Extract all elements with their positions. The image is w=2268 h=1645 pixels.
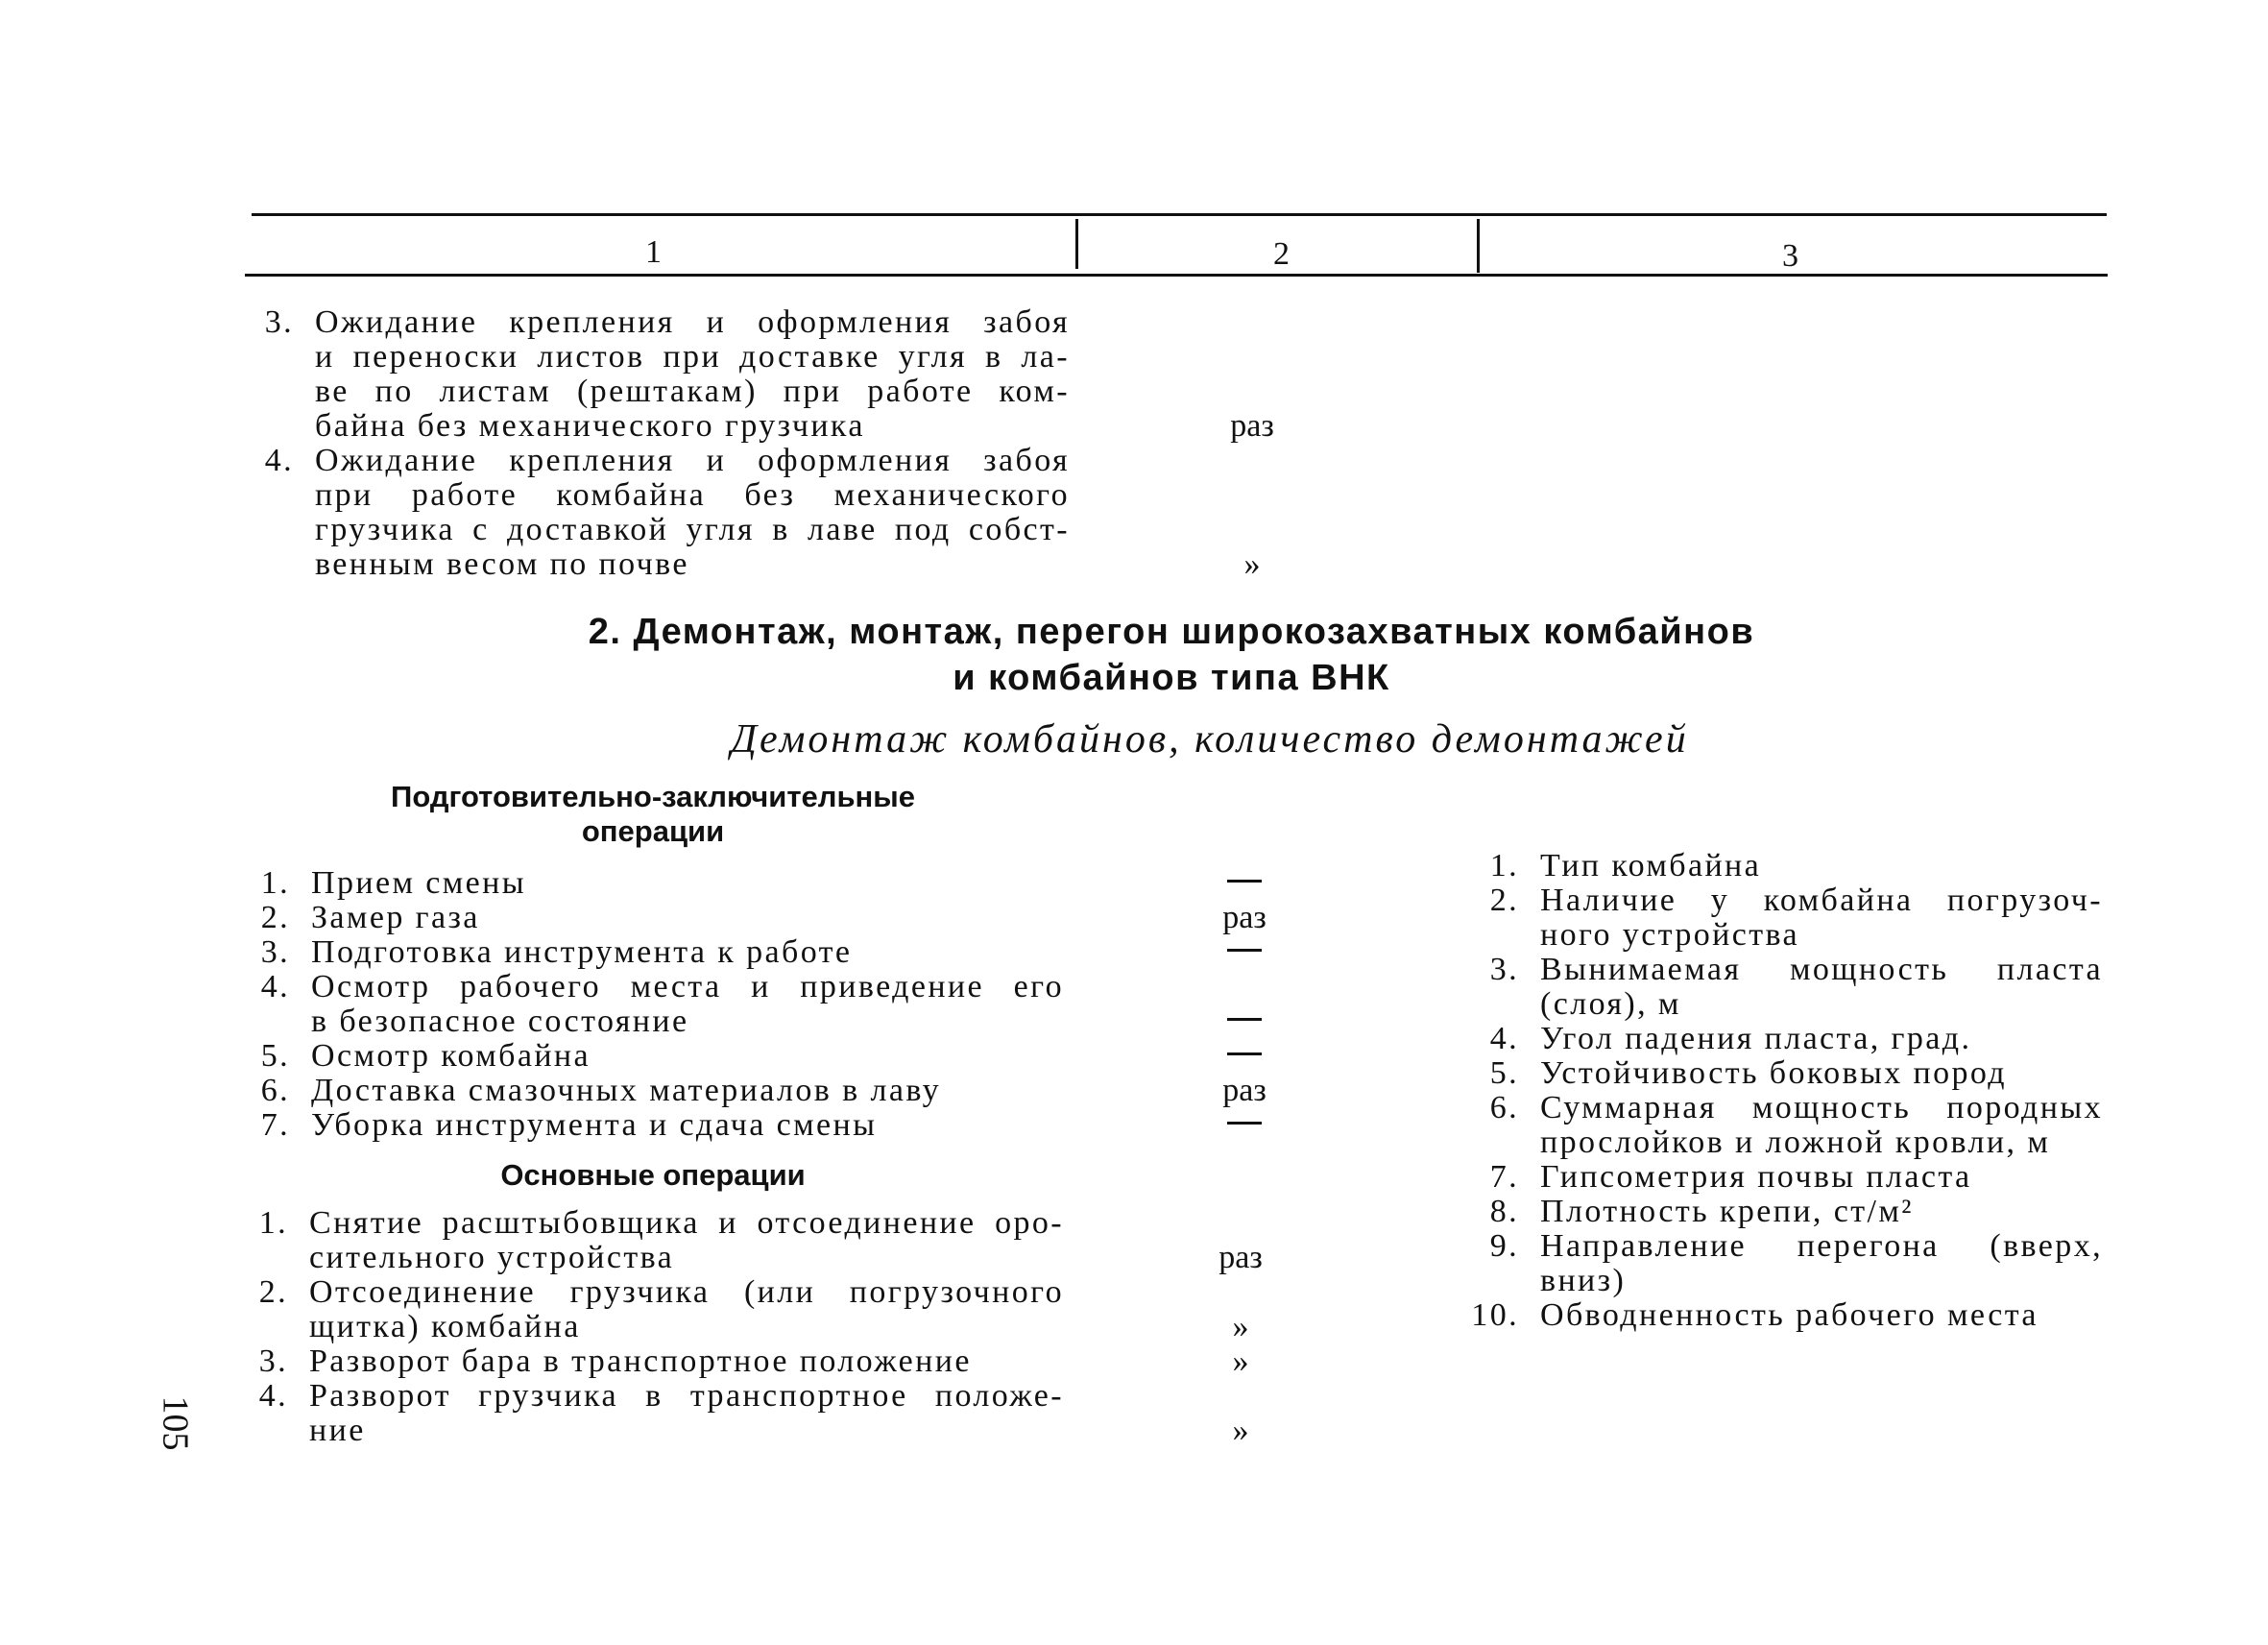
item-number: 4. bbox=[260, 969, 290, 1004]
item-text-line: Осмотр комбайна bbox=[311, 1038, 591, 1074]
item-number: 7. bbox=[260, 1107, 290, 1143]
unit-value: раз bbox=[1218, 1240, 1263, 1275]
top-item bbox=[244, 444, 1070, 582]
item-number: 9. bbox=[1489, 1228, 1519, 1264]
header-divider-2 bbox=[1477, 219, 1480, 273]
prep-op-item bbox=[240, 866, 1064, 901]
item-text-line: при работе комбайна без механического bbox=[315, 477, 1070, 513]
prep-op-item bbox=[240, 1074, 1064, 1108]
item-text-line: Плотность крепи, ст/м² bbox=[1540, 1194, 1914, 1229]
item-text-line: и переноски листов при доставке угля в ла- bbox=[315, 339, 1070, 375]
main-op-item bbox=[238, 1275, 1064, 1344]
item-number: 3. bbox=[1489, 952, 1519, 987]
prep-op-item bbox=[240, 970, 1064, 1039]
item-text-line: Гипсометрия почвы пласта bbox=[1540, 1159, 1972, 1195]
item-text-line: сительного устройства bbox=[309, 1240, 675, 1275]
item-text-line: Отсоединение грузчика (или погрузочного bbox=[309, 1274, 1064, 1310]
section-title-line1: 2. Демонтаж, монтаж, перегон широкозахватных комбайнов bbox=[588, 612, 1755, 652]
item-text-line: прослойков и ложной кровли, м bbox=[1540, 1125, 2051, 1160]
item-text-line: ние bbox=[309, 1413, 366, 1448]
top-rule bbox=[252, 213, 2107, 216]
item-text-line: Осмотр рабочего места и приведение его bbox=[311, 969, 1064, 1004]
item-number: 3. bbox=[264, 304, 294, 340]
item-number: 3. bbox=[260, 934, 290, 970]
item-number: 10. bbox=[1471, 1297, 1519, 1333]
top-item bbox=[244, 305, 1070, 444]
main-op-item bbox=[238, 1379, 1064, 1448]
factor-item bbox=[1460, 1229, 2103, 1298]
factor-item bbox=[1460, 1022, 2103, 1056]
unit-value: » bbox=[1243, 546, 1261, 582]
item-number: 1. bbox=[260, 865, 290, 901]
header-bottom-rule bbox=[245, 274, 2108, 277]
main-ops-heading: Основные операции bbox=[500, 1158, 806, 1192]
factor-item bbox=[1460, 953, 2103, 1022]
item-text-line: Снятие расштыбовщика и отсоединение оро- bbox=[309, 1205, 1064, 1241]
item-text-line: ве по листам (рештакам) при работе ком- bbox=[315, 374, 1070, 409]
prep-ops-heading-line1: Подготовительно-заключительные bbox=[391, 780, 915, 813]
item-text-line: щитка) комбайна bbox=[309, 1309, 581, 1344]
item-number: 5. bbox=[1489, 1055, 1519, 1091]
factor-item bbox=[1460, 1056, 2103, 1091]
unit-dash bbox=[1227, 1122, 1262, 1125]
item-text-line: Направление перегона (вверх, bbox=[1540, 1228, 2103, 1264]
unit-dash bbox=[1227, 1052, 1262, 1055]
item-number: 8. bbox=[1489, 1194, 1519, 1229]
factor-item bbox=[1460, 883, 2103, 953]
item-number: 1. bbox=[1489, 848, 1519, 883]
item-text-line: Доставка смазочных материалов в лаву bbox=[311, 1073, 942, 1108]
item-text-line: Разворот бара в транспортное положение bbox=[309, 1343, 972, 1379]
item-number: 2. bbox=[258, 1274, 288, 1310]
factor-item bbox=[1460, 1298, 2103, 1333]
prep-op-item bbox=[240, 1108, 1064, 1143]
page-number: 105 bbox=[155, 1395, 196, 1451]
item-text-line: Устойчивость боковых пород bbox=[1540, 1055, 2008, 1091]
item-number: 5. bbox=[260, 1038, 290, 1074]
factor-item bbox=[1460, 1195, 2103, 1229]
item-number: 6. bbox=[260, 1073, 290, 1108]
header-divider-1 bbox=[1075, 219, 1078, 269]
section-title-line2: и комбайнов типа ВНК bbox=[953, 658, 1390, 698]
main-op-item bbox=[238, 1206, 1064, 1275]
item-text-line: Угол падения пласта, град. bbox=[1540, 1021, 1972, 1056]
item-text-line: Вынимаемая мощность пласта bbox=[1540, 952, 2103, 987]
item-text-line: байна без механического грузчика bbox=[315, 408, 865, 444]
factor-item bbox=[1460, 1160, 2103, 1195]
column-header-1: 1 bbox=[645, 234, 662, 270]
item-number: 4. bbox=[258, 1378, 288, 1414]
item-text-line: Наличие у комбайна погрузоч- bbox=[1540, 883, 2103, 918]
section-subtitle: Демонтаж комбайнов, количество демонтажей bbox=[731, 717, 1689, 762]
factor-item bbox=[1460, 1091, 2103, 1160]
item-text-line: Подготовка инструмента к работе bbox=[311, 934, 853, 970]
prep-ops-heading-line2: операции bbox=[581, 814, 725, 848]
column-header-3: 3 bbox=[1782, 238, 1798, 274]
item-text-line: (слоя), м bbox=[1540, 986, 1681, 1022]
item-text-line: Разворот грузчика в транспортное положе- bbox=[309, 1378, 1064, 1414]
item-text-line: грузчика с доставкой угля в лаве под собст- bbox=[315, 512, 1070, 547]
prep-op-item bbox=[240, 1039, 1064, 1074]
item-number: 3. bbox=[258, 1343, 288, 1379]
item-text-line: Обводненность рабочего места bbox=[1540, 1297, 2039, 1333]
item-text-line: Тип комбайна bbox=[1540, 848, 1762, 883]
item-number: 6. bbox=[1489, 1090, 1519, 1125]
unit-value: раз bbox=[1222, 1073, 1267, 1108]
prep-op-item bbox=[240, 901, 1064, 935]
item-number: 2. bbox=[1489, 883, 1519, 918]
unit-value: » bbox=[1232, 1413, 1249, 1448]
item-number: 4. bbox=[1489, 1021, 1519, 1056]
unit-dash bbox=[1227, 880, 1262, 883]
item-number: 7. bbox=[1489, 1159, 1519, 1195]
item-number: 1. bbox=[258, 1205, 288, 1241]
item-text-line: Ожидание крепления и оформления забоя bbox=[315, 304, 1070, 340]
unit-value: раз bbox=[1222, 900, 1267, 935]
item-text-line: в безопасное состояние bbox=[311, 1004, 689, 1039]
unit-value: » bbox=[1232, 1343, 1249, 1379]
unit-value: » bbox=[1232, 1309, 1249, 1344]
item-text-line: Замер газа bbox=[311, 900, 480, 935]
main-op-item bbox=[238, 1344, 1064, 1379]
column-header-2: 2 bbox=[1273, 236, 1290, 272]
unit-dash bbox=[1227, 949, 1262, 952]
item-text-line: вниз) bbox=[1540, 1263, 1627, 1298]
item-text-line: ного устройства bbox=[1540, 917, 1799, 953]
item-text-line: Уборка инструмента и сдача смены bbox=[311, 1107, 878, 1143]
prep-op-item bbox=[240, 935, 1064, 970]
factor-item bbox=[1460, 849, 2103, 883]
item-text-line: Суммарная мощность породных bbox=[1540, 1090, 2103, 1125]
item-text-line: Прием смены bbox=[311, 865, 526, 901]
item-number: 2. bbox=[260, 900, 290, 935]
item-number: 4. bbox=[264, 443, 294, 478]
unit-value: раз bbox=[1230, 408, 1274, 444]
item-text-line: венным весом по почве bbox=[315, 546, 689, 582]
item-text-line: Ожидание крепления и оформления забоя bbox=[315, 443, 1070, 478]
unit-dash bbox=[1227, 1018, 1262, 1021]
